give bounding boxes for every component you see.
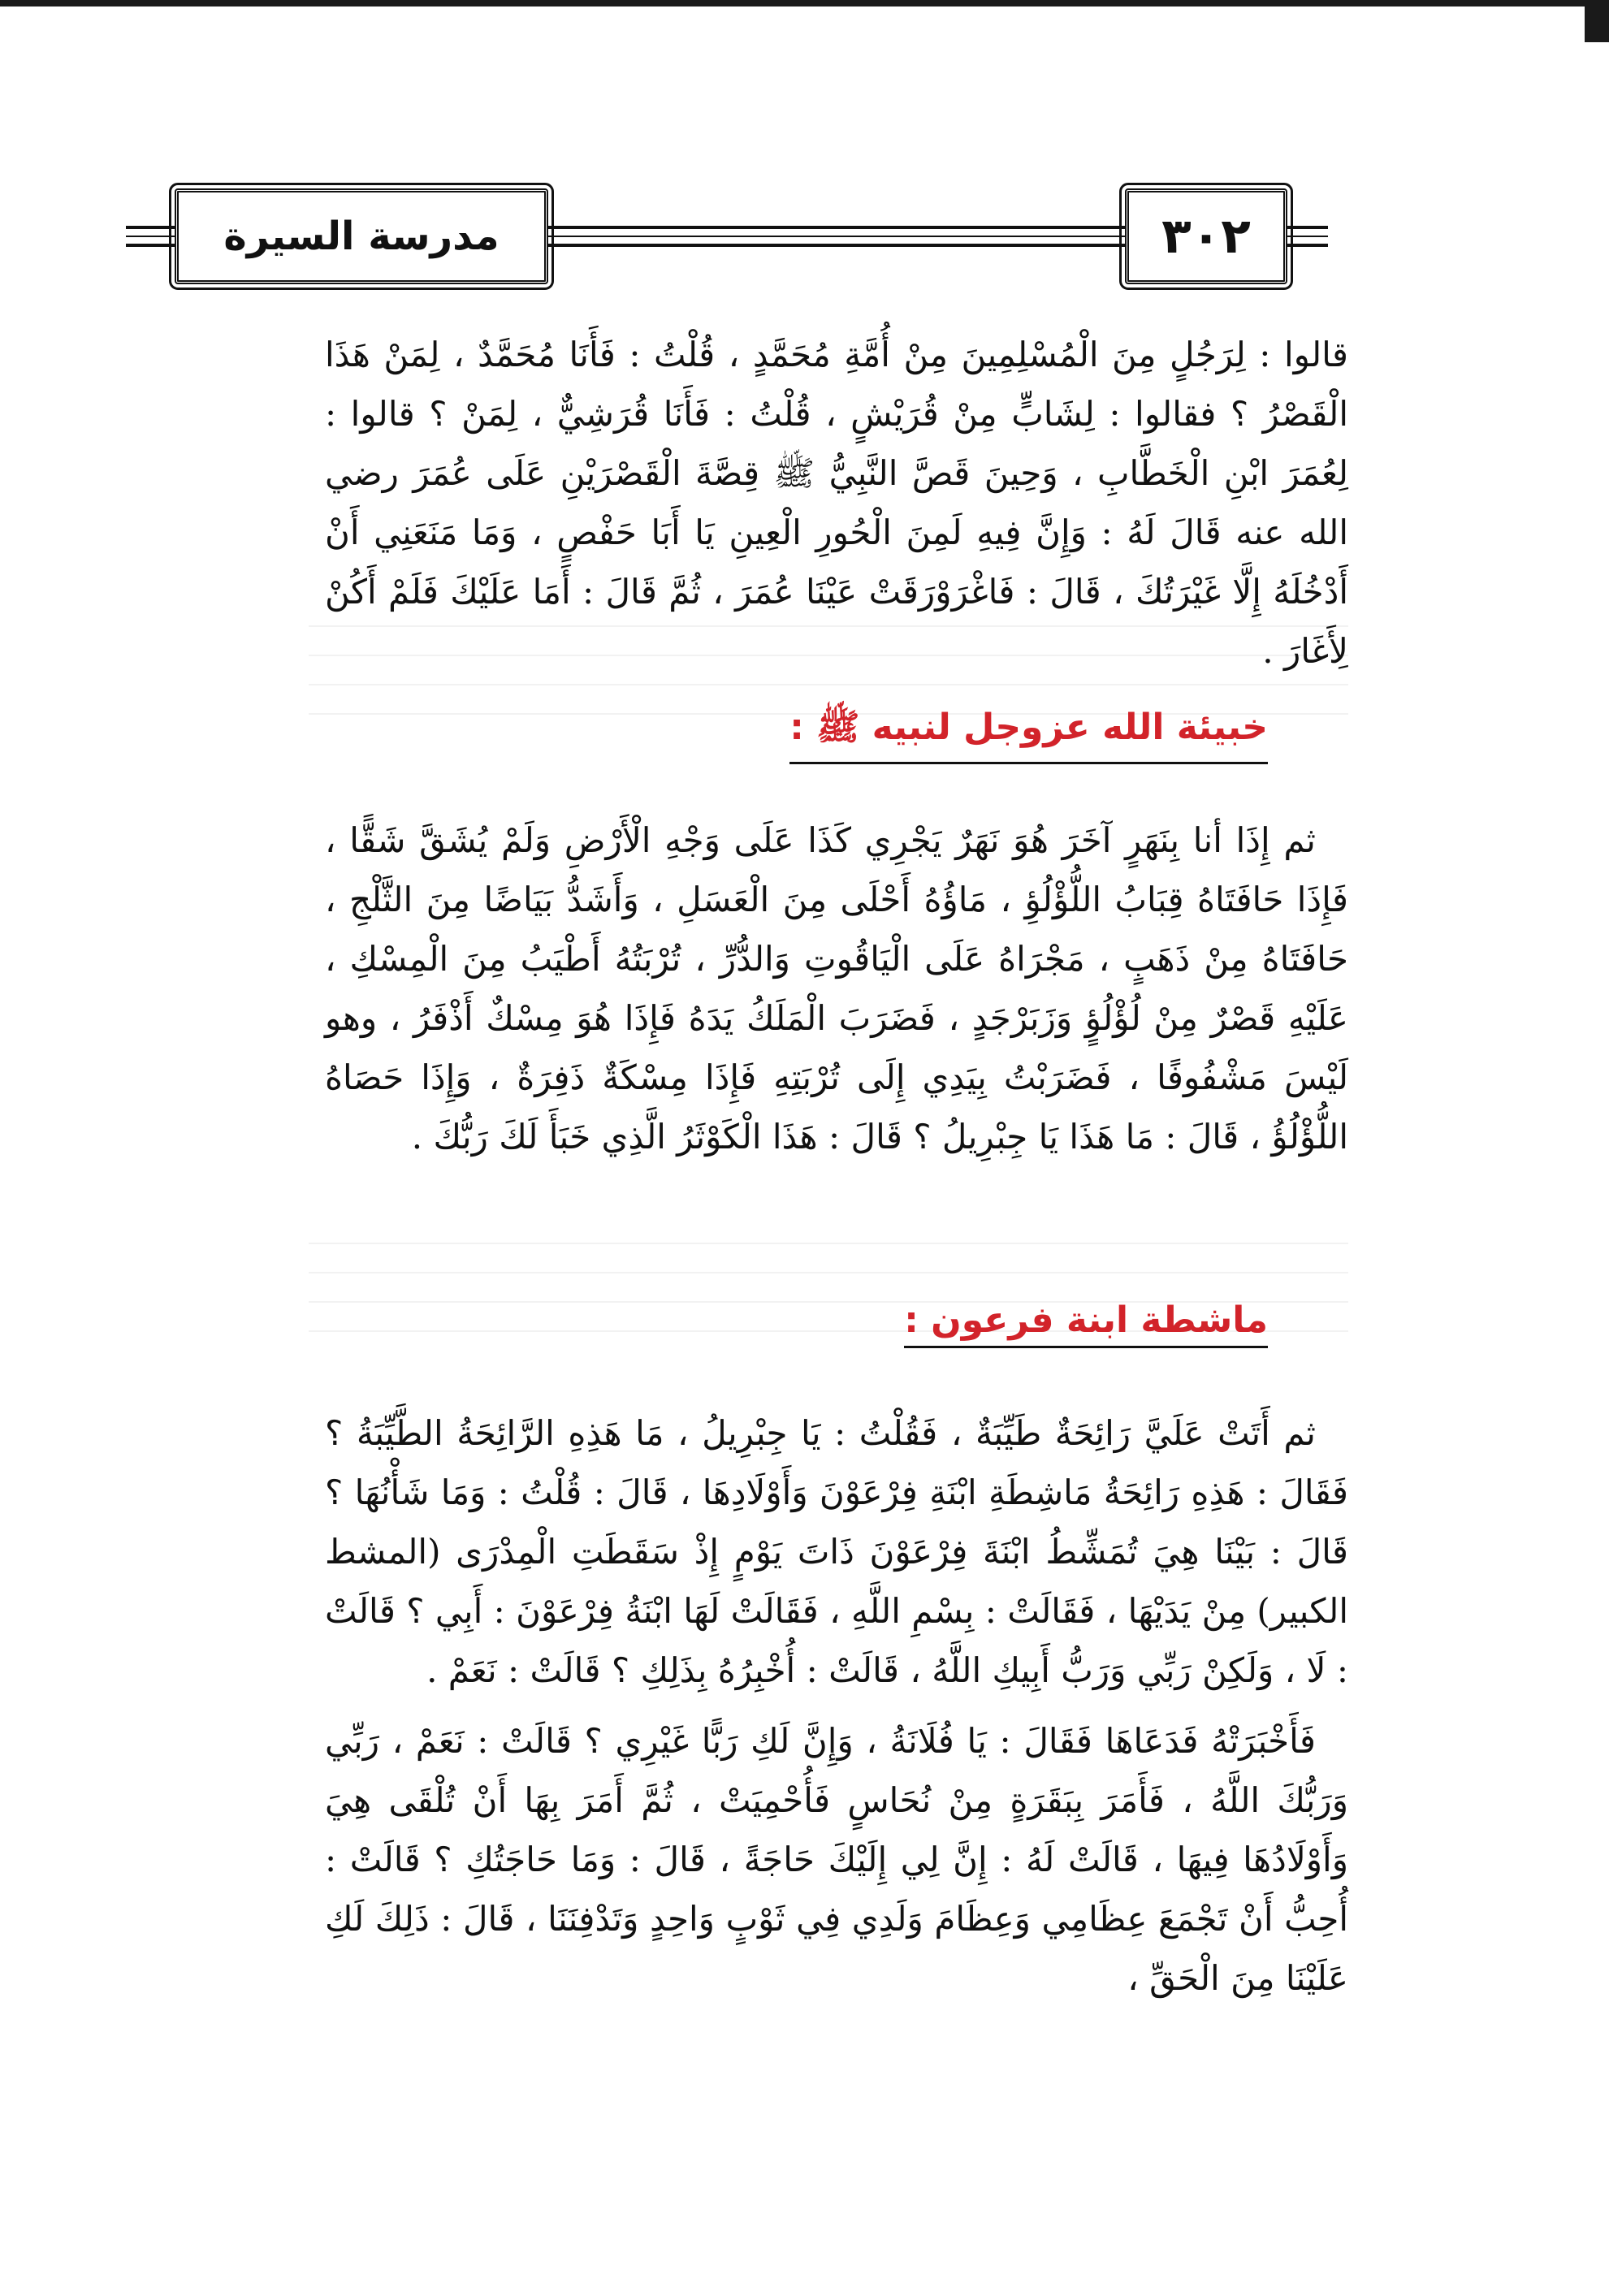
section-1-body [325,325,1348,681]
scan-top-edge [0,0,1609,6]
section-heading [789,705,1268,764]
page-number-frame [1125,188,1287,284]
page-header [126,180,1328,294]
section-3-body [325,1403,1348,2008]
section-heading-text: ماشطة ابنة فرعون : [904,1299,1268,1341]
book-title: مدرسة السيرة [223,214,500,259]
paragraph: ثم إِذَا أنا بِنَهَرٍ آخَرَ هُوَ نَهَرٌ يَجْرِي كَذَا عَلَى وَجْهِ الْأَرْضِ وَلَمْ يُشَقَّ شَقًّا ، فَإِذَا حَافَتَاهُ قِبَابُ اللُّؤْلُؤِ ، مَاؤُهُ أَحْلَى مِنَ الْعَسَلِ ، وَأَشَدُّ بَيَاضًا مِنَ الثَّلْجِ ، حَافَتَاهُ مِنْ ذَهَبٍ ، مَجْرَاهُ عَلَى الْيَاقُوتِ وَالدُّرِّ ، تُرْبَتُهُ أَطْيَبُ مِنَ الْمِسْكِ ، عَلَيْهِ قَصْرٌ مِنْ لُؤْلُؤٍ وَزَبَرْجَدٍ ، فَضَرَبَ الْمَلَكُ يَدَهُ فَإِذَا هُوَ مِسْكٌ أَذْفَرُ ، وهو لَيْسَ مَشْفُوفًا ، فَضَرَبْتُ بِيَدِي إِلَى تُرْبَتِهِ فَإِذَا مِسْكَةٌ ذَفِرَةٌ ، وَإِذَا حَصَاهُ اللُّؤْلُؤُ ، قَالَ : مَا هَذَا يَا جِبْرِيلُ ؟ قَالَ : هَذَا الْكَوْثَرُ الَّذِي خَبَأَ لَكَ رَبُّكَ . [325,820,1348,1157]
paragraph: فَأَخْبَرَتْهُ فَدَعَاهَا فَقَالَ : يَا فُلَانَةُ ، وَإِنَّ لَكِ رَبًّا غَيْرِي ؟ قَالَتْ : نَعَمْ ، رَبِّي وَرَبُّكَ اللَّهُ ، فَأَمَرَ بِبَقَرَةٍ مِنْ نُحَاسٍ فَأُحْمِيَتْ ، ثُمَّ أَمَرَ بِهَا أَنْ تُلْقَى هِيَ وَأَوْلَادُهَا فِيهَا ، قَالَتْ لَهُ : إِنَّ لِي إِلَيْكَ حَاجَةً ، قَالَ : وَمَا حَاجَتُكِ ؟ قَالَتْ : أُحِبُّ أَنْ تَجْمَعَ عِظَامِي وَعِظَامَ وَلَدِي فِي ثَوْبٍ وَاحِدٍ وَتَدْفِنَنَا ، قَالَ : ذَلِكَ لَكِ عَلَيْنَا مِنَ الْحَقِّ ، [325,1721,1349,1998]
section-2-body [325,811,1348,1166]
book-title-frame [175,188,548,284]
section-heading [904,1299,1268,1348]
paragraph: قالوا : لِرَجُلٍ مِنَ الْمُسْلِمِينَ مِنْ أُمَّةِ مُحَمَّدٍ ، قُلْتُ : فَأَنَا مُحَمَّدٌ ، لِمَنْ هَذَا الْقَصْرُ ؟ فقالوا : لِشَابٍّ مِنْ قُرَيْشٍ ، قُلْتُ : فَأَنَا قُرَشِيٌّ ، لِمَنْ ؟ قالوا : لِعُمَرَ ابْنِ الْخَطَّابِ ، وَحِينَ قَصَّ النَّبِيُّ ﷺ قِصَّةَ الْقَصْرَيْنِ عَلَى عُمَرَ رضي الله عنه قَالَ لَهُ : وَإِنَّ فِيهِ لَمِنَ الْحُورِ الْعِينِ يَا أَبَا حَفْصٍ ، وَمَا مَنَعَنِي أَنْ أَدْخُلَهُ إِلَّا غَيْرَتُكَ ، قَالَ : فَاغْرَوْرَقَتْ عَيْنَا عُمَرَ ، ثُمَّ قَالَ : أَمَا عَلَيْكَ فَلَمْ أَكُنْ لِأَغَارَ . [325,335,1348,671]
page-number: ٣٠٢ [1161,208,1251,265]
scan-corner-mark [1585,0,1609,42]
section-heading-text: خبيئة الله عزوجل لنبيه ﷺ : [789,707,1268,748]
paragraph: ثم أَتَتْ عَلَيَّ رَائِحَةٌ طَيِّبَةٌ ، فَقُلْتُ : يَا جِبْرِيلُ ، مَا هَذِهِ الرَّائِحَةُ الطَّيِّبَةُ ؟ فَقَالَ : هَذِهِ رَائِحَةُ مَاشِطَةِ ابْنَةِ فِرْعَوْنَ وَأَوْلَادِهَا ، قَالَ : قُلْتُ : وَمَا شَأْنُهَا ؟ قَالَ : بَيْنَا هِيَ تُمَشِّطُ ابْنَةَ فِرْعَوْنَ ذَاتَ يَوْمٍ إِذْ سَقَطَتِ الْمِدْرَى (المشط الكبير) مِنْ يَدَيْهَا ، فَقَالَتْ : بِسْمِ اللَّهِ ، فَقَالَتْ لَهَا ابْنَةُ فِرْعَوْنَ : أَبِي ؟ قَالَتْ : لَا ، وَلَكِنْ رَبِّي وَرَبُّ أَبِيكِ اللَّهُ ، قَالَتْ : أُخْبِرُهُ بِذَلِكِ ؟ قَالَتْ : نَعَمْ . [325,1413,1348,1690]
